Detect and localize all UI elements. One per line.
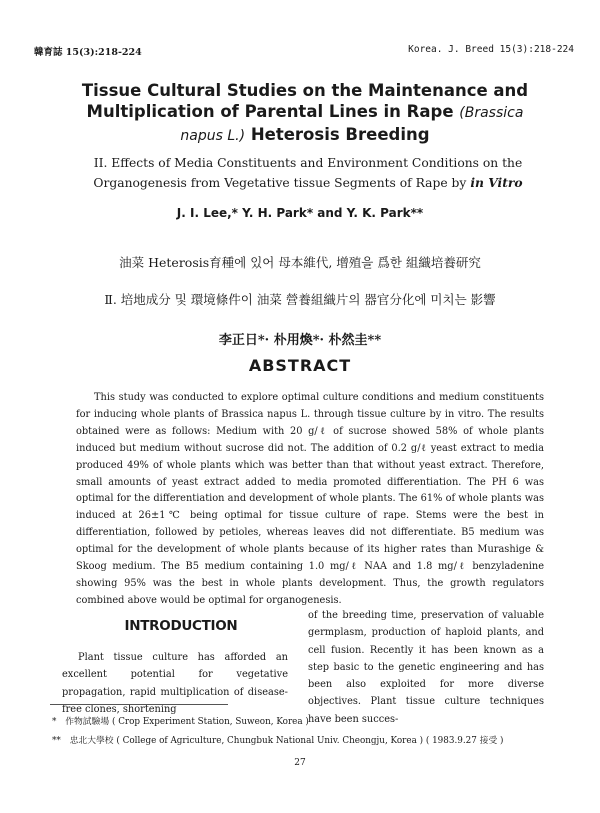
page-number: 27 bbox=[294, 758, 306, 768]
journal-header-left: 韓育誌 15(3):218-224 bbox=[34, 47, 142, 58]
introduction-heading: INTRODUCTION bbox=[124, 618, 238, 634]
abstract-heading: ABSTRACT bbox=[248, 356, 352, 375]
footnote-1: * 作物試驗場 ( Crop Experiment Station, Suweon, Korea ) bbox=[52, 717, 309, 727]
authors-english: J. I. Lee,* Y. H. Park* and Y. K. Park** bbox=[176, 206, 424, 220]
subtitle-english bbox=[78, 153, 538, 193]
title-scientific-name: (Brassica napus L.) bbox=[180, 105, 524, 144]
title-korean: 油菜 Heterosis育種에 있어 母本維代, 增殖을 爲한 組織培養研究 bbox=[119, 255, 481, 270]
authors-korean: 李正日*· 朴用煥*· 朴然圭** bbox=[218, 333, 382, 348]
introduction-right-column: of the breeding time, preservation of valuable germplasm, production of haploid plants, and cell fusion. Recently it has been known as a step basic to the genetic engineering and has been also exploited for more diverse objectives. Plant tissue culture techniques have been succes- bbox=[308, 610, 544, 725]
title-english bbox=[70, 80, 540, 147]
footnote-2: ** 忠北大學校 ( College of Agriculture, Chungbuk National Univ. Cheongju, Korea ) ( 1983.9.27 接受 ) bbox=[52, 736, 504, 746]
subtitle-italic: in Vitro bbox=[470, 175, 523, 190]
introduction-left-column: Plant tissue culture has afforded an excellent potential for vegetative propagation, rapid multiplication of disease-free clones, shortening bbox=[62, 652, 288, 715]
subtitle-text: II. Effects of Media Constituents and Environment Conditions on the Organogenesis from Vegetative tissue Segments of Rape by bbox=[93, 156, 523, 190]
title-main: Tissue Cultural Studies on the Maintenance and Multiplication of Parental Lines in Rape bbox=[81, 81, 529, 121]
abstract-body: This study was conducted to explore optimal culture conditions and medium constituents for inducing whole plants of Brassica napus L. through tissue culture by in vitro. The results obtained were as follows: Medium with 20 g/ℓ of sucrose showed 58% of whole plants induced but medium without sucrose did not. The addition of 0.2 g/ℓ yeast extract to media produced 49% of whole plants which was better than that without yeast extract. Therefore, small amounts of yeast extract added to media promoted differentiation. The PH 6 was optimal for the differentiation and development of whole plants. The 61% of whole plants was induced at 26±1℃ being optimal for tissue culture of rape. Stems were the best in differentiation, followed by petioles, whereas leaves did not differentiate. B5 medium was optimal for the development of whole plants because of its higher rates than Murashige & Skoog medium. The B5 medium containing 1.0 mg/ℓ NAA and 1.8 mg/ℓ benzyladenine showing 95% was the best in whole plants development. Thus, the growth regulators combined above would be optimal for organogenesis. bbox=[76, 392, 544, 606]
title-tail: Heterosis Breeding bbox=[250, 125, 430, 144]
subtitle-korean: Ⅱ. 培地成分 및 環境條件이 油菜 營養組織片의 器官分化에 미치는 影響 bbox=[104, 292, 496, 307]
footnote-divider bbox=[50, 704, 228, 705]
journal-header-right: Korea. J. Breed 15(3):218-224 bbox=[408, 44, 574, 55]
